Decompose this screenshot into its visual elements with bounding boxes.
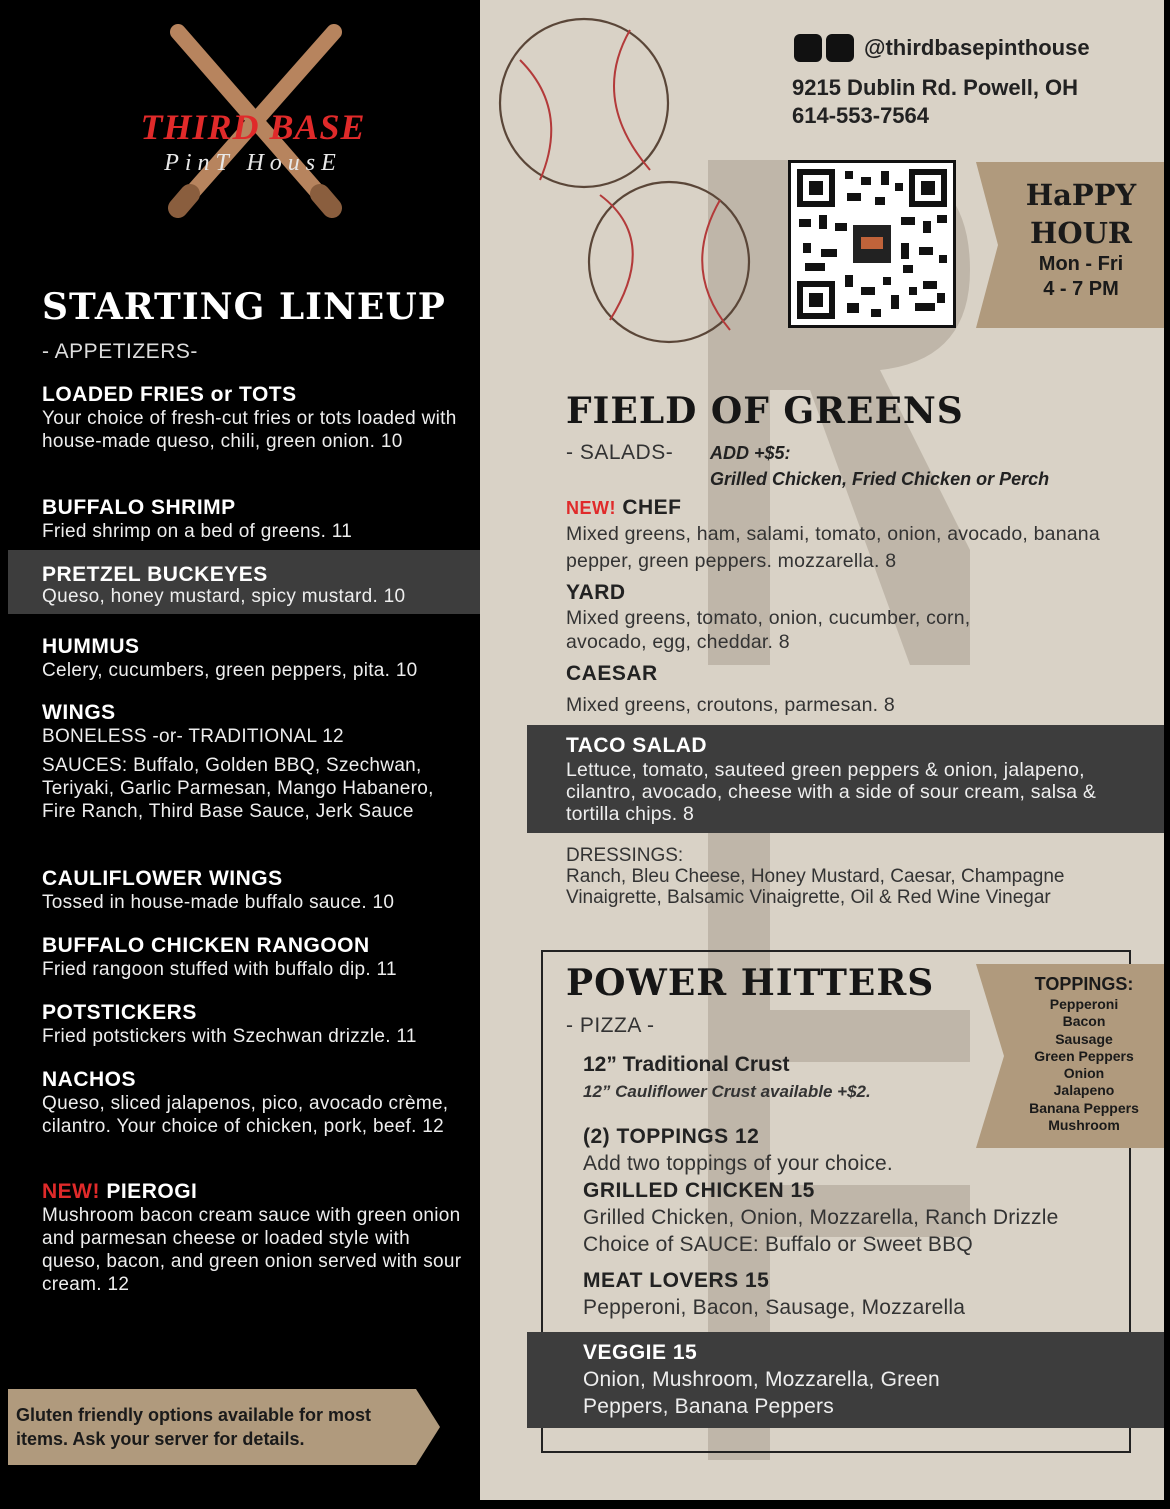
menu-item	[42, 1001, 472, 1048]
crust-cauliflower: 12” Cauliflower Crust available +$2.	[583, 1082, 871, 1101]
social-handle: @thirdbasepinthouse	[864, 35, 1090, 60]
happy-hour-line1: HaPPY	[1025, 178, 1137, 212]
menu-right-panel	[480, 0, 1164, 1500]
appetizers-panel	[8, 0, 480, 1500]
item-desc: Fried rangoon stuffed with buffalo dip. 11	[42, 959, 397, 980]
pizza-title: POWER HITTERS	[566, 962, 935, 1004]
dressings-list	[566, 845, 1126, 908]
item-name: CHEF	[622, 496, 682, 519]
item-name: BUFFALO SHRIMP	[42, 496, 236, 519]
item-desc: Queso, honey mustard, spicy mustard. 10	[42, 586, 406, 607]
salads-subtitle: - SALADS-	[566, 441, 674, 464]
topping: Banana Peppers	[1029, 1099, 1139, 1116]
item-sauces: SAUCES: Buffalo, Golden BBQ, Szechwan, Teriyaki, Garlic Parmesan, Mango Habanero, Fire Ranch, Third Base Sauce, Jerk Sauce	[42, 755, 434, 822]
facebook-icon[interactable]	[826, 34, 854, 62]
gluten-note: Gluten friendly options available for most items. Ask your server for details.	[16, 1405, 372, 1449]
item-desc: Mushroom bacon cream sauce with green onion and parmesan cheese or loaded style with queso, bacon, and green onion served with sour cream. 12	[42, 1205, 462, 1295]
menu-item	[566, 580, 996, 654]
item-desc: Onion, Mushroom, Mozzarella, Green Peppers, Banana Peppers	[583, 1368, 940, 1418]
new-badge: NEW!	[42, 1180, 100, 1203]
topping: Onion	[1063, 1065, 1105, 1082]
happy-hour-banner	[976, 162, 1164, 328]
menu-item	[566, 495, 1136, 575]
item-name: LOADED FRIES or TOTS	[42, 383, 297, 406]
item-name: PIEROGI	[106, 1180, 198, 1203]
item-desc: Your choice of fresh-cut fries or tots loaded with house-made queso, chili, green onion. 10	[42, 408, 457, 452]
menu-item	[42, 1180, 472, 1296]
menu-item	[42, 867, 472, 914]
item-desc: Pepperoni, Bacon, Sausage, Mozzarella	[583, 1296, 966, 1319]
menu-item	[583, 1268, 1143, 1321]
toppings-banner	[976, 964, 1164, 1148]
menu-item	[42, 563, 482, 607]
phone: 614-553-7564	[792, 103, 930, 128]
menu-item	[42, 701, 472, 823]
menu-item	[583, 1178, 1128, 1258]
brand-subname: PinT HousE	[164, 150, 342, 176]
item-desc: Tossed in house-made buffalo sauce. 10	[42, 892, 395, 913]
item-name: (2) TOPPINGS 12	[583, 1125, 760, 1148]
item-name: GRILLED CHICKEN 15	[583, 1179, 815, 1202]
gluten-note-banner	[8, 1389, 448, 1465]
item-desc: Lettuce, tomato, sauteed green peppers & onion, jalapeno, cilantro, avocado, cheese with a side of sour cream, salsa & tortilla chips. 8	[566, 759, 1097, 825]
item-desc: BONELESS -or- TRADITIONAL 12	[42, 726, 344, 747]
salad-add-on: ADD +$5: Grilled Chicken, Fried Chicken or Perch	[710, 443, 1050, 489]
item-desc: Fried shrimp on a bed of greens. 11	[42, 521, 353, 542]
topping: Pepperoni	[1049, 996, 1119, 1012]
item-desc: Fried potstickers with Szechwan drizzle. 11	[42, 1026, 417, 1047]
item-name: VEGGIE 15	[583, 1341, 698, 1364]
crust-info	[583, 1051, 871, 1105]
item-name: NACHOS	[42, 1068, 137, 1091]
item-desc: Add two toppings of your choice.	[583, 1152, 893, 1175]
item-desc: Grilled Chicken, Onion, Mozzarella, Ranch Drizzle Choice of SAUCE: Buffalo or Sweet BBQ	[583, 1206, 1059, 1256]
topping: Sausage	[1055, 1030, 1113, 1047]
menu-item	[42, 635, 472, 682]
topping: Jalapeno	[1053, 1082, 1115, 1099]
crust-traditional: 12” Traditional Crust	[583, 1053, 790, 1076]
item-desc: Queso, sliced jalapenos, pico, avocado crème, cilantro. Your choice of chicken, pork, beef. 12	[42, 1093, 449, 1137]
menu-item	[583, 1340, 963, 1420]
topping: Bacon	[1062, 1013, 1106, 1030]
qr-code-icon[interactable]	[788, 160, 956, 328]
appetizers-title: STARTING LINEUP	[42, 286, 446, 328]
pizza-subtitle: - PIZZA -	[566, 1014, 655, 1037]
menu-item	[566, 733, 1136, 825]
menu-item	[42, 1068, 472, 1138]
item-name: CAULIFLOWER WINGS	[42, 867, 283, 890]
item-desc: Mixed greens, tomato, onion, cucumber, corn, avocado, egg, cheddar. 8	[566, 607, 971, 653]
item-desc: Mixed greens, croutons, parmesan. 8	[566, 694, 895, 716]
menu-item	[42, 496, 472, 543]
happy-hour-days: Mon - Fri	[1038, 253, 1124, 275]
salads-title: FIELD OF GREENS	[566, 390, 964, 432]
item-name: CAESAR	[566, 662, 658, 685]
menu-item	[42, 383, 472, 453]
new-badge: NEW!	[566, 498, 616, 518]
item-desc: Mixed greens, ham, salami, tomato, onion, avocado, banana pepper, green peppers. mozzarella. 8	[566, 523, 1100, 572]
menu-item	[42, 934, 472, 981]
item-name: MEAT LOVERS 15	[583, 1269, 770, 1292]
topping: Mushroom	[1048, 1117, 1120, 1134]
appetizers-subtitle: - APPETIZERS-	[42, 340, 198, 363]
item-name: TACO SALAD	[566, 734, 708, 757]
brand-logo	[138, 18, 368, 218]
toppings-list	[1004, 996, 1164, 1134]
happy-hour-time: 4 - 7 PM	[1043, 278, 1119, 300]
dressings-text: Ranch, Bleu Cheese, Honey Mustard, Caesar, Champagne Vinaigrette, Balsamic Vinaigrette, Oil & Red Wine Vinegar	[566, 866, 1065, 908]
dressings-label: DRESSINGS:	[566, 845, 684, 866]
happy-hour-line2: HOUR	[1029, 216, 1133, 250]
item-name: BUFFALO CHICKEN RANGOON	[42, 934, 370, 957]
topping: Green Peppers	[1034, 1047, 1134, 1064]
address: 9215 Dublin Rd. Powell, OH	[792, 75, 1079, 100]
instagram-icon[interactable]	[794, 34, 822, 62]
brand-name: THIRD BASE	[140, 107, 366, 147]
item-name: WINGS	[42, 701, 116, 724]
item-name: POTSTICKERS	[42, 1001, 197, 1024]
item-name: HUMMUS	[42, 635, 140, 658]
item-name: YARD	[566, 581, 626, 604]
item-desc: Celery, cucumbers, green peppers, pita. 10	[42, 660, 418, 681]
item-name: PRETZEL BUCKEYES	[42, 563, 268, 586]
toppings-title: TOPPINGS:	[1034, 974, 1134, 994]
menu-item	[566, 661, 1136, 717]
